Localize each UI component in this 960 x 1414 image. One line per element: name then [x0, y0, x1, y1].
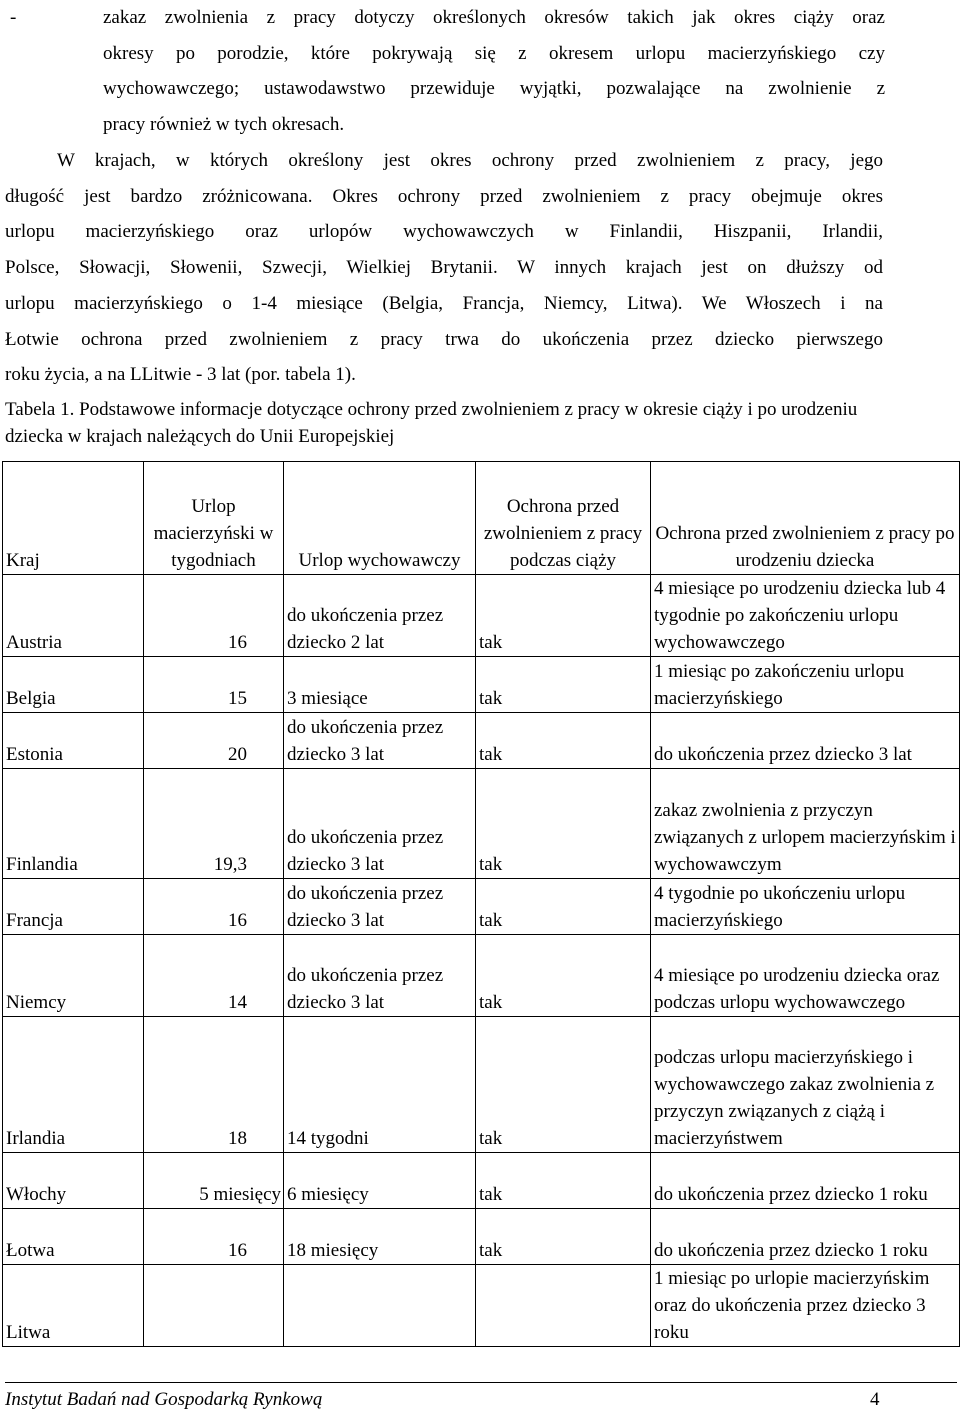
cell-pregnancy-protection: tak: [476, 1017, 651, 1153]
bullet-dash: -: [10, 7, 17, 28]
header-pregnancy-protection: Ochrona przed zwolnieniem z pracy podczas ciąży: [476, 462, 651, 575]
cell-maternity-weeks: 16: [144, 575, 284, 657]
cell-country: Estonia: [3, 713, 144, 769]
table-header-row: [3, 462, 960, 575]
cell-country: Austria: [3, 575, 144, 657]
table-row: [3, 1265, 960, 1347]
bullet-line: okresy po porodzie, które pokrywają się z okresem urlopu macierzyńskiego czy: [103, 42, 885, 64]
cell-post-birth-protection: zakaz zwolnienia z przyczyn związanych z urlopem macierzyńskim i wychowawczym: [651, 769, 960, 879]
bullet-line: pracy również w tych okresach.: [103, 114, 345, 136]
paragraph-line: urlopu macierzyńskiego oraz urlopów wychowawczych w Finlandii, Hiszpanii, Irlandii,: [5, 221, 883, 243]
cell-post-birth-protection: do ukończenia przez dziecko 3 lat: [651, 713, 960, 769]
table-row: [3, 1209, 960, 1265]
header-parental-leave: Urlop wychowawczy: [284, 462, 476, 575]
cell-parental-leave: do ukończenia przez dziecko 3 lat: [284, 935, 476, 1017]
cell-maternity-weeks: 20: [144, 713, 284, 769]
bullet-text: [103, 0, 885, 143]
paragraph-line: Polsce, Słowacji, Słowenii, Szwecji, Wielkiej Brytanii. W innych krajach jest on dłuższy od: [5, 257, 883, 279]
body-paragraph: [5, 143, 883, 393]
paragraph-line: długość jest bardzo zróżnicowana. Okres ochrony przed zwolnieniem z pracy obejmuje okres: [5, 185, 883, 207]
cell-pregnancy-protection: [476, 1265, 651, 1347]
cell-pregnancy-protection: tak: [476, 879, 651, 935]
cell-parental-leave: do ukończenia przez dziecko 3 lat: [284, 769, 476, 879]
cell-maternity-weeks: 19,3: [144, 769, 284, 879]
cell-post-birth-protection: 1 miesiąc po urlopie macierzyńskim oraz do ukończenia przez dziecko 3 roku: [651, 1265, 960, 1347]
header-post-birth-protection: Ochrona przed zwolnieniem z pracy po urodzeniu dziecka: [651, 462, 960, 575]
cell-maternity-weeks: 18: [144, 1017, 284, 1153]
header-kraj: Kraj: [3, 462, 144, 575]
cell-parental-leave: do ukończenia przez dziecko 3 lat: [284, 879, 476, 935]
paragraph-line: Łotwie ochrona przed zwolnieniem z pracy trwa do ukończenia przez dziecko pierwszego: [5, 328, 883, 350]
cell-pregnancy-protection: tak: [476, 935, 651, 1017]
cell-country: Finlandia: [3, 769, 144, 879]
cell-country: Litwa: [3, 1265, 144, 1347]
paragraph-line: roku życia, a na LLitwie - 3 lat (por. tabela 1).: [5, 364, 356, 386]
paragraph-line: W krajach, w których określony jest okres ochrony przed zwolnieniem z pracy, jego: [57, 150, 883, 171]
protection-table: [2, 461, 960, 1347]
cell-maternity-weeks: 15: [144, 657, 284, 713]
footer-institution: Instytut Badań nad Gospodarką Rynkową: [5, 1389, 323, 1410]
table-row: [3, 769, 960, 879]
cell-post-birth-protection: 4 miesiące po urodzeniu dziecka lub 4 tygodnie po zakończeniu urlopu wychowawczego: [651, 575, 960, 657]
paragraph-line: urlopu macierzyńskiego o 1-4 miesiące (Belgia, Francja, Niemcy, Litwa). We Włoszech i na: [5, 292, 883, 314]
cell-parental-leave: 18 miesięcy: [284, 1209, 476, 1265]
cell-pregnancy-protection: tak: [476, 1153, 651, 1209]
cell-parental-leave: do ukończenia przez dziecko 2 lat: [284, 575, 476, 657]
cell-post-birth-protection: 1 miesiąc po zakończeniu urlopu macierzyńskiego: [651, 657, 960, 713]
cell-country: Francja: [3, 879, 144, 935]
cell-maternity-weeks: 16: [144, 1209, 284, 1265]
bullet-line: zakaz zwolnienia z pracy dotyczy określonych okresów takich jak okres ciąży oraz: [103, 7, 885, 28]
table-row: [3, 935, 960, 1017]
table-row: [3, 657, 960, 713]
cell-post-birth-protection: podczas urlopu macierzyńskiego i wychowawczego zakaz zwolnienia z przyczyn związanych z ciążą i macierzyństwem: [651, 1017, 960, 1153]
cell-parental-leave: [284, 1265, 476, 1347]
cell-maternity-weeks: [144, 1265, 284, 1347]
cell-pregnancy-protection: tak: [476, 575, 651, 657]
table-row: [3, 575, 960, 657]
cell-pregnancy-protection: tak: [476, 713, 651, 769]
cell-parental-leave: 3 miesiące: [284, 657, 476, 713]
cell-pregnancy-protection: tak: [476, 769, 651, 879]
cell-country: Belgia: [3, 657, 144, 713]
cell-post-birth-protection: 4 miesiące po urodzeniu dziecka oraz podczas urlopu wychowawczego: [651, 935, 960, 1017]
cell-parental-leave: 14 tygodni: [284, 1017, 476, 1153]
cell-country: Irlandia: [3, 1017, 144, 1153]
cell-country: Łotwa: [3, 1209, 144, 1265]
table-row: [3, 1017, 960, 1153]
page-number: 4: [870, 1389, 880, 1410]
bullet-line: wychowawczego; ustawodawstwo przewiduje wyjątki, pozwalające na zwolnienie z: [103, 78, 885, 100]
footer-divider: [5, 1382, 957, 1383]
cell-post-birth-protection: do ukończenia przez dziecko 1 roku: [651, 1153, 960, 1209]
cell-post-birth-protection: do ukończenia przez dziecko 1 roku: [651, 1209, 960, 1265]
header-maternity-leave: Urlop macierzyński w tygodniach: [144, 462, 284, 575]
table-row: [3, 879, 960, 935]
cell-parental-leave: do ukończenia przez dziecko 3 lat: [284, 713, 476, 769]
table-row: [3, 1153, 960, 1209]
cell-pregnancy-protection: tak: [476, 1209, 651, 1265]
cell-country: Włochy: [3, 1153, 144, 1209]
cell-country: Niemcy: [3, 935, 144, 1017]
cell-pregnancy-protection: tak: [476, 657, 651, 713]
cell-post-birth-protection: 4 tygodnie po ukończeniu urlopu macierzyńskiego: [651, 879, 960, 935]
table-caption: Tabela 1. Podstawowe informacje dotyczące ochrony przed zwolnieniem z pracy w okresie ciąży i po urodzeniu dziecka w krajach należących do Unii Europejskiej: [5, 399, 858, 447]
table-row: [3, 713, 960, 769]
cell-maternity-weeks: 14: [144, 935, 284, 1017]
cell-parental-leave: 6 miesięcy: [284, 1153, 476, 1209]
cell-maternity-weeks: 5 miesięcy: [144, 1153, 284, 1209]
cell-maternity-weeks: 16: [144, 879, 284, 935]
